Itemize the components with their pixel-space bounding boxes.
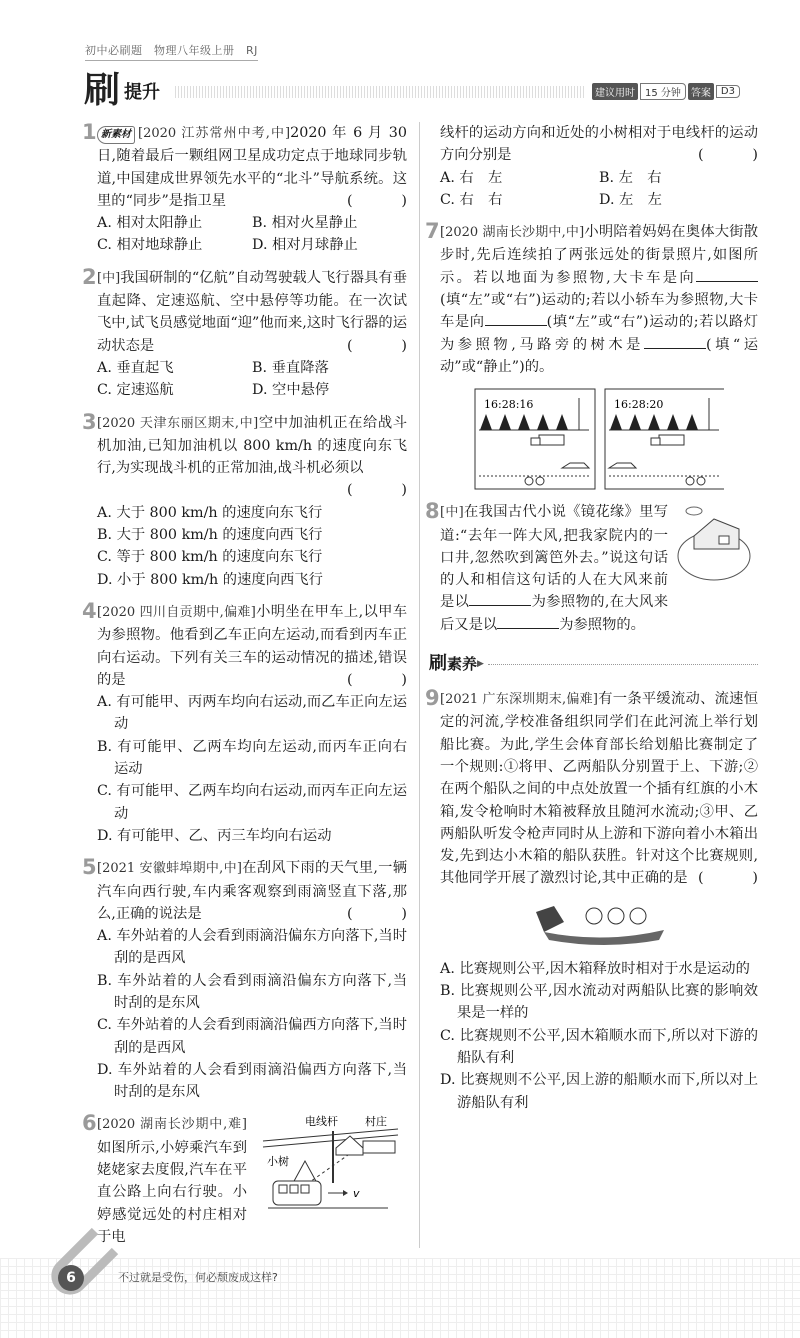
question-number: 7 bbox=[425, 219, 440, 244]
option-d[interactable]: D. 有可能甲、乙、丙三车均向右运动 bbox=[97, 827, 332, 844]
options bbox=[440, 167, 758, 212]
paren-close: ) bbox=[401, 192, 407, 209]
photo-time: 16:28:20 bbox=[614, 398, 664, 412]
question-stem bbox=[97, 857, 407, 925]
question-8-row bbox=[425, 499, 758, 646]
paren-open: ( bbox=[698, 147, 704, 164]
options bbox=[97, 925, 407, 1103]
paren-open: ( bbox=[347, 192, 353, 209]
question-number: 8 bbox=[425, 499, 440, 524]
question-stem bbox=[440, 221, 758, 378]
running-title: 初中必刷题 物理八年级上册 RJ bbox=[85, 42, 258, 61]
question-text: 为参照物的。 bbox=[559, 616, 645, 633]
answer-paren[interactable] bbox=[698, 144, 758, 166]
velocity-label: v bbox=[353, 1187, 360, 1201]
q7-figure bbox=[474, 388, 724, 493]
paren-close: ) bbox=[752, 870, 758, 887]
question-stem bbox=[97, 122, 407, 212]
option-b[interactable]: B. 车外站着的人会看到雨滴沿偏东方向落下,当时刮的是东风 bbox=[97, 972, 407, 1011]
option-a[interactable]: A. 比赛规则公平,因木箱释放时相对于水是运动的 bbox=[440, 960, 750, 977]
paren-open: ( bbox=[347, 905, 353, 922]
question-source: [2020 天津东丽区期末,中] bbox=[97, 415, 259, 431]
paren-close: ) bbox=[401, 337, 407, 354]
question-6-continued bbox=[440, 122, 758, 211]
options bbox=[97, 691, 407, 847]
truck-icon bbox=[659, 435, 684, 445]
page-number: 6 bbox=[58, 1265, 84, 1291]
answer-paren[interactable] bbox=[347, 903, 407, 925]
option-d[interactable]: D. 车外站着的人会看到雨滴沿偏西方向落下,当时刮的是东风 bbox=[97, 1061, 407, 1101]
options bbox=[97, 502, 407, 591]
question-text: 如图所示,小婷乘汽车到姥姥家去度假,汽车在平直公路上向右行驶。小婷感觉远处的村庄相对于电 bbox=[97, 1139, 247, 1245]
question-source: [2021 广东深圳期末,偏难] bbox=[440, 692, 598, 708]
question-number: 6 bbox=[82, 1111, 97, 1136]
question-3 bbox=[82, 409, 407, 591]
question-number: 1 bbox=[82, 120, 97, 144]
dragon-boat-illustration bbox=[444, 894, 754, 950]
option-a[interactable]: A. 右 左 bbox=[440, 169, 503, 186]
section-heading bbox=[429, 652, 758, 676]
section-divider bbox=[488, 664, 758, 665]
suggested-time: 15 分钟 bbox=[640, 83, 686, 100]
option-c[interactable]: C. 有可能甲、乙两车均向右运动,而丙车正向左运动 bbox=[97, 783, 407, 822]
question-source: [2020 湖南长沙期中,中] bbox=[440, 225, 585, 241]
question-text: 2020 年 6 月 30 日,随着最后一颗组网卫星成功定点于地球同步轨道,中国建成世界领先水平的“北斗”导航系统。这里的“同步”是指卫星 bbox=[97, 125, 407, 209]
pole-label: 电线杆 bbox=[305, 1115, 338, 1129]
question-source: [2021 安徽蚌埠期中,中] bbox=[97, 861, 242, 877]
footer-motto: 不过就是受伤，何必颓废成这样? bbox=[118, 1271, 278, 1285]
option-c[interactable]: C. 比赛规则不公平,因木箱顺水而下,所以对下游的船队有利 bbox=[440, 1027, 758, 1066]
section-title: 提升 bbox=[124, 82, 160, 103]
question-text: 在刮风下雨的天气里,一辆汽车向西行驶,车内乘客观察到雨滴竖直下落,那么,正确的说法是 bbox=[97, 860, 407, 922]
option-a[interactable]: A. 车外站着的人会看到雨滴沿偏东方向落下,当时刮的是西风 bbox=[97, 928, 407, 967]
answer-blank[interactable] bbox=[469, 591, 531, 606]
question-source: [2020 湖南长沙期中,难] bbox=[97, 1117, 247, 1133]
question-stem bbox=[97, 267, 407, 357]
house-well-illustration bbox=[674, 501, 754, 586]
page-header bbox=[0, 0, 800, 122]
option-d[interactable]: D. 左 左 bbox=[599, 191, 662, 208]
option-a[interactable]: A. 大于 800 km/h 的速度向东飞行 bbox=[97, 504, 323, 521]
tree-label: 小树 bbox=[267, 1155, 289, 1169]
option-d[interactable]: D. 小于 800 km/h 的速度向西飞行 bbox=[97, 571, 323, 588]
new-material-badge: 新素材 bbox=[97, 126, 135, 144]
option-b[interactable]: B. 比赛规则公平,因水流动对两船队比赛的影响效果是一样的 bbox=[440, 983, 758, 1022]
right-column bbox=[420, 122, 758, 1248]
question-text: 小明陪着妈妈在奥体大街散步时,先后连续拍了两张远处的街景照片,如图所示。若以地面为参照物,大卡车是向 bbox=[440, 224, 758, 286]
question-source: [中] bbox=[440, 505, 464, 521]
option-b[interactable]: B. 左 右 bbox=[599, 169, 662, 186]
question-number: 2 bbox=[82, 264, 97, 289]
option-d[interactable]: D. 比赛规则不公平,因上游的船顺水而下,所以对上游船队有利 bbox=[440, 1072, 758, 1111]
paren-open: ( bbox=[347, 482, 353, 499]
option-d[interactable]: D. 空中悬停 bbox=[252, 382, 330, 399]
option-c[interactable]: C. 相对地球静止 bbox=[97, 237, 203, 254]
answer-paren[interactable] bbox=[347, 479, 407, 501]
photo-time: 16:28:16 bbox=[484, 398, 534, 412]
option-a[interactable]: A. 相对太阳静止 bbox=[97, 215, 203, 232]
question-number: 5 bbox=[82, 855, 97, 880]
answer-blank[interactable] bbox=[497, 614, 559, 629]
magnet-decoration-icon bbox=[40, 1223, 120, 1303]
photo-1 bbox=[475, 389, 595, 489]
option-a[interactable]: A. 有可能甲、丙两车均向右运动,而乙车正向左运动 bbox=[97, 694, 407, 733]
option-b[interactable]: B. 有可能甲、乙两车均向左运动,而丙车正向右运动 bbox=[97, 738, 407, 778]
question-stem bbox=[97, 601, 407, 691]
two-column-body bbox=[0, 122, 800, 1248]
option-b[interactable]: B. 垂直降落 bbox=[252, 359, 329, 376]
option-d[interactable]: D. 相对月球静止 bbox=[252, 237, 358, 254]
question-2 bbox=[82, 264, 407, 402]
question-text: 有一条平缓流动、流速恒定的河流,学校准备组织同学们在此河流上举行划船比赛。为此,学生会体育部长给划船比赛制定了一个规则:①将甲、乙两船队分别置于上、下游;②在两个船队之间的中点处放置一个插有红旗的小木箱,发令枪响时木箱被释放且随河水流动;③甲、乙两船队听发令枪声同时从上游和下游向着小木箱出发,先到达小木箱的船队获胜。针对这个比赛规则,其他同学开展了激烈讨论,其中正确的是 bbox=[440, 691, 759, 887]
title-stripe bbox=[175, 86, 585, 98]
question-stem bbox=[440, 501, 668, 636]
question-text-continued: 线杆的运动方向和近处的小树相对于电线杆的运动方向分别是 bbox=[440, 125, 758, 164]
photo-2 bbox=[605, 389, 724, 489]
question-number: 9 bbox=[425, 686, 440, 711]
option-b[interactable]: B. 大于 800 km/h 的速度向西飞行 bbox=[97, 527, 323, 544]
answer-paren[interactable] bbox=[347, 669, 407, 691]
question-text: 为参照物的,在大风来后又是以 bbox=[440, 594, 669, 633]
question-7 bbox=[425, 219, 759, 378]
question-text: 在我国古代小说《镜花缘》里写道:“去年一阵大风,把我家院内的一口井,忽然吹到篱笆外去。”说这句话的人和相信这句话的人在大风来前是以 bbox=[440, 504, 668, 611]
question-text: (填“左”或“右”)运动的;若以小轿车为参照物,大卡车是向 bbox=[440, 292, 758, 331]
arrow-icon bbox=[343, 1190, 348, 1196]
paren-close: ) bbox=[401, 905, 407, 922]
option-a[interactable]: A. 垂直起飞 bbox=[97, 359, 174, 376]
answer-label: 答案 bbox=[688, 83, 714, 100]
answer-paren[interactable] bbox=[347, 335, 407, 357]
footer bbox=[0, 1258, 800, 1338]
options bbox=[97, 357, 407, 402]
options bbox=[97, 212, 407, 257]
q6-figure bbox=[253, 1113, 403, 1213]
question-source: [中] bbox=[97, 270, 121, 286]
section-brush-char: 刷 bbox=[429, 653, 447, 675]
paren-close: ) bbox=[401, 671, 407, 688]
option-c[interactable]: C. 定速巡航 bbox=[97, 382, 174, 399]
question-stem bbox=[440, 688, 758, 890]
answer-blank[interactable] bbox=[644, 334, 706, 349]
answer-blank[interactable] bbox=[485, 311, 547, 326]
suggested-time-label: 建议用时 bbox=[592, 83, 638, 100]
question-source: [2020 江苏常州中考,中] bbox=[138, 126, 291, 141]
question-4 bbox=[82, 598, 407, 847]
section-heading-title: 素养 bbox=[447, 655, 478, 674]
answer-blank[interactable] bbox=[696, 267, 758, 282]
question-6-row bbox=[82, 1111, 407, 1248]
question-text: (填“左”或“右”)运动的;若以路灯为参照物,马路旁的树木是 bbox=[440, 314, 758, 353]
question-1 bbox=[82, 120, 407, 257]
brush-logo: 刷 bbox=[84, 69, 121, 111]
paren-close: ) bbox=[401, 482, 407, 499]
question-stem bbox=[97, 412, 407, 502]
question-number: 4 bbox=[82, 598, 97, 623]
option-c[interactable]: C. 右 右 bbox=[440, 191, 503, 208]
paren-open: ( bbox=[698, 870, 704, 887]
paren-open: ( bbox=[347, 671, 353, 688]
truck-icon bbox=[539, 435, 564, 445]
question-text: (填“运动”或“静止”)的。 bbox=[440, 336, 759, 375]
triangle-icon: ▶ bbox=[477, 659, 484, 670]
question-9 bbox=[425, 686, 759, 1114]
option-c[interactable]: C. 车外站着的人会看到雨滴沿偏西方向落下,当时刮的是西风 bbox=[97, 1017, 407, 1056]
options bbox=[440, 958, 758, 1114]
question-text: 小明坐在甲车上,以甲车为参照物。他看到乙车正向左运动,而看到丙车正向右运动。下列有关三车的运动情况的描述,错误的是 bbox=[97, 603, 407, 688]
question-source: [2020 四川自贡期中,偏难] bbox=[97, 604, 256, 620]
option-b[interactable]: B. 相对火星静止 bbox=[252, 215, 358, 232]
option-c[interactable]: C. 等于 800 km/h 的速度向东飞行 bbox=[97, 549, 323, 566]
question-number: 3 bbox=[82, 409, 97, 434]
question-5 bbox=[82, 855, 407, 1103]
question-text: 空中加油机正在给战斗机加油,已知加油机以 800 km/h 的速度向东飞行,为实现战斗机的正常加油,战斗机必须以 bbox=[97, 414, 407, 477]
answer-paren[interactable] bbox=[698, 867, 758, 889]
answer-paren[interactable] bbox=[347, 190, 407, 212]
time-answer-badges bbox=[592, 83, 740, 100]
left-column bbox=[82, 120, 420, 1248]
question-8 bbox=[425, 499, 669, 636]
question-text: 我国研制的“亿航”自动驾驶载人飞行器具有垂直起降、定速巡航、空中悬停等功能。在一次试飞中,试飞员感觉地面“迎”他而来,这时飞行器的运动状态是 bbox=[97, 269, 407, 354]
paren-close: ) bbox=[752, 147, 758, 164]
village-label: 村庄 bbox=[365, 1115, 387, 1129]
answer-page: D3 bbox=[716, 85, 740, 98]
paren-open: ( bbox=[347, 337, 353, 354]
